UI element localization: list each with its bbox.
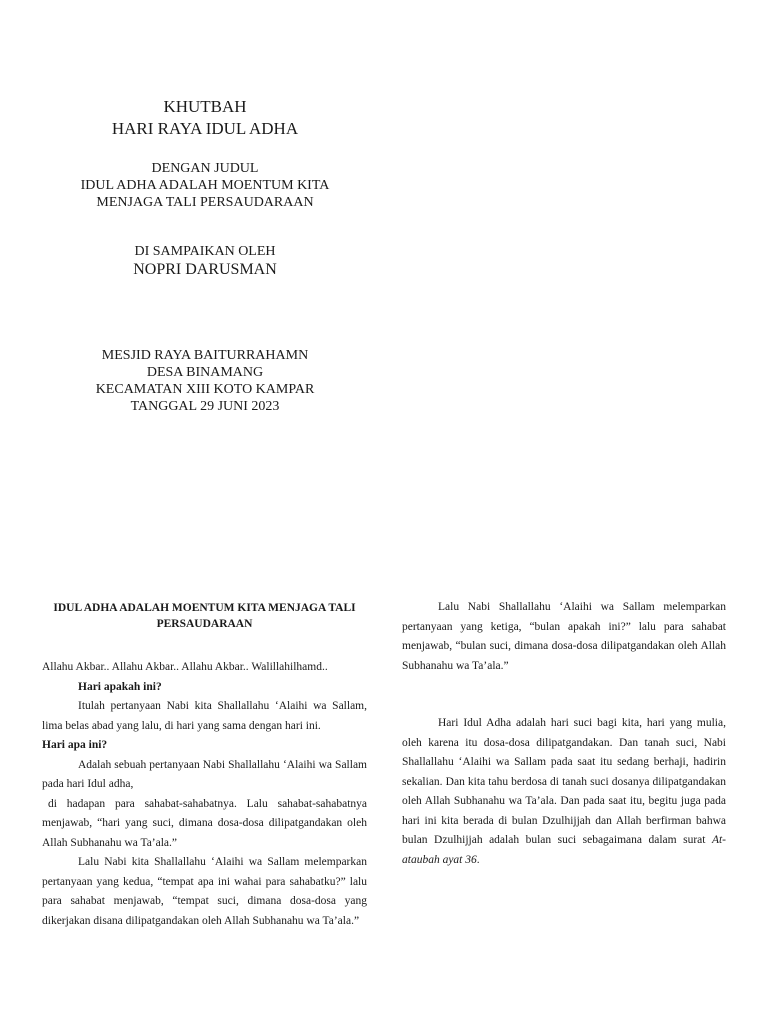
date-line: TANGGAL 29 JUNI 2023: [130, 399, 280, 414]
speaker-name: NOPRI DARUSMAN: [133, 261, 277, 278]
paragraph-3: di hadapan para sahabat-sahabatnya. Lalu sahabat-sahabatnya menjawab, “hari yang suci, dimana dosa-dosa dilipatgandakan oleh Allah Subhanahu wa Ta’ala.”: [42, 797, 367, 849]
paragraph-gap: [402, 695, 726, 714]
paragraph-6-end: .: [476, 853, 480, 866]
venue-line-1: MESJID RAYA BAITURRAHAMN: [101, 348, 309, 363]
paragraph-1: Itulah pertanyaan Nabi kita Shallallahu ‘Alaihi wa Sallam, lima belas abad yang lalu, di hari yang sama dengan hari ini.: [42, 700, 367, 732]
subtitle-line-1: IDUL ADHA ADALAH MOENTUM KITA: [80, 178, 330, 193]
subtitle-line-2: MENJAGA TALI PERSAUDARAAN: [96, 195, 314, 210]
venue-line-3: KECAMATAN XIII KOTO KAMPAR: [95, 382, 315, 397]
by-label: DI SAMPAIKAN OLEH: [134, 244, 276, 259]
section-heading: [42, 600, 367, 632]
section-heading-line-2: PERSAUDARAAN: [156, 618, 253, 630]
venue-line-2: DESA BINAMANG: [146, 365, 264, 380]
question-1: Hari apakah ini?: [78, 680, 162, 693]
paragraph-6-text: Hari Idul Adha adalah hari suci bagi kita, hari yang mulia, oleh karena itu dosa-dosa dilipatgandakan. Dan tanah suci, Nabi Shallallahu ‘Alaihi wa Sallam pada saat itu sedang berhaji, hadirin sekalian. Dan kita tahu berdosa di tanah suci dosanya dilipatgandakan oleh Allah Subhanahu wa Ta’ala. Dan pada saat itu, begitu juga pada hari ini kita berada di bulan Dzulhijjah dan Allah berfirman bahwa bulan Dzulhijjah adalah bulan suci sebagaimana dalam surat: [402, 717, 726, 846]
paragraph-gap: [402, 676, 726, 695]
subtitle-label: DENGAN JUDUL: [151, 161, 259, 176]
section-heading-line-1: IDUL ADHA ADALAH MOENTUM KITA MENJAGA TALI: [53, 602, 356, 614]
title-line-1: KHUTBAH: [163, 97, 247, 116]
paragraph-4: Lalu Nabi kita Shallallahu ‘Alaihi wa Sallam melemparkan pertanyaan yang kedua, “tempat apa ini wahai para sahabatku?” lalu para sahabat menjawab, “tempat suci, dimana dosa-dosa yang dikerjakan disana dilipatgandakan oleh Allah Subhanahu wa Ta’ala.”: [42, 856, 367, 927]
title-line-2: HARI RAYA IDUL ADHA: [111, 119, 299, 138]
surah-reference: At-ataubah ayat 36: [402, 834, 726, 866]
right-column: [402, 598, 726, 870]
paragraph-5: Lalu Nabi Shallallahu ‘Alaihi wa Sallam melemparkan pertanyaan yang ketiga, “bulan apakah ini?” lalu para sahabat menjawab, “bulan suci, dimana dosa-dosa dilipatgandakan oleh Allah Subhanahu wa Ta’ala.”: [402, 601, 726, 672]
question-2: Hari apa ini?: [42, 739, 108, 751]
takbir-line: Allahu Akbar.. Allahu Akbar.. Allahu Akbar.. Walillahilhamd..: [42, 661, 328, 673]
paragraph-2: Adalah sebuah pertanyaan Nabi Shallallahu ‘Alaihi wa Sallam pada hari Idul adha,: [42, 758, 367, 790]
left-column: [42, 600, 367, 931]
paragraph-6: [402, 714, 726, 870]
